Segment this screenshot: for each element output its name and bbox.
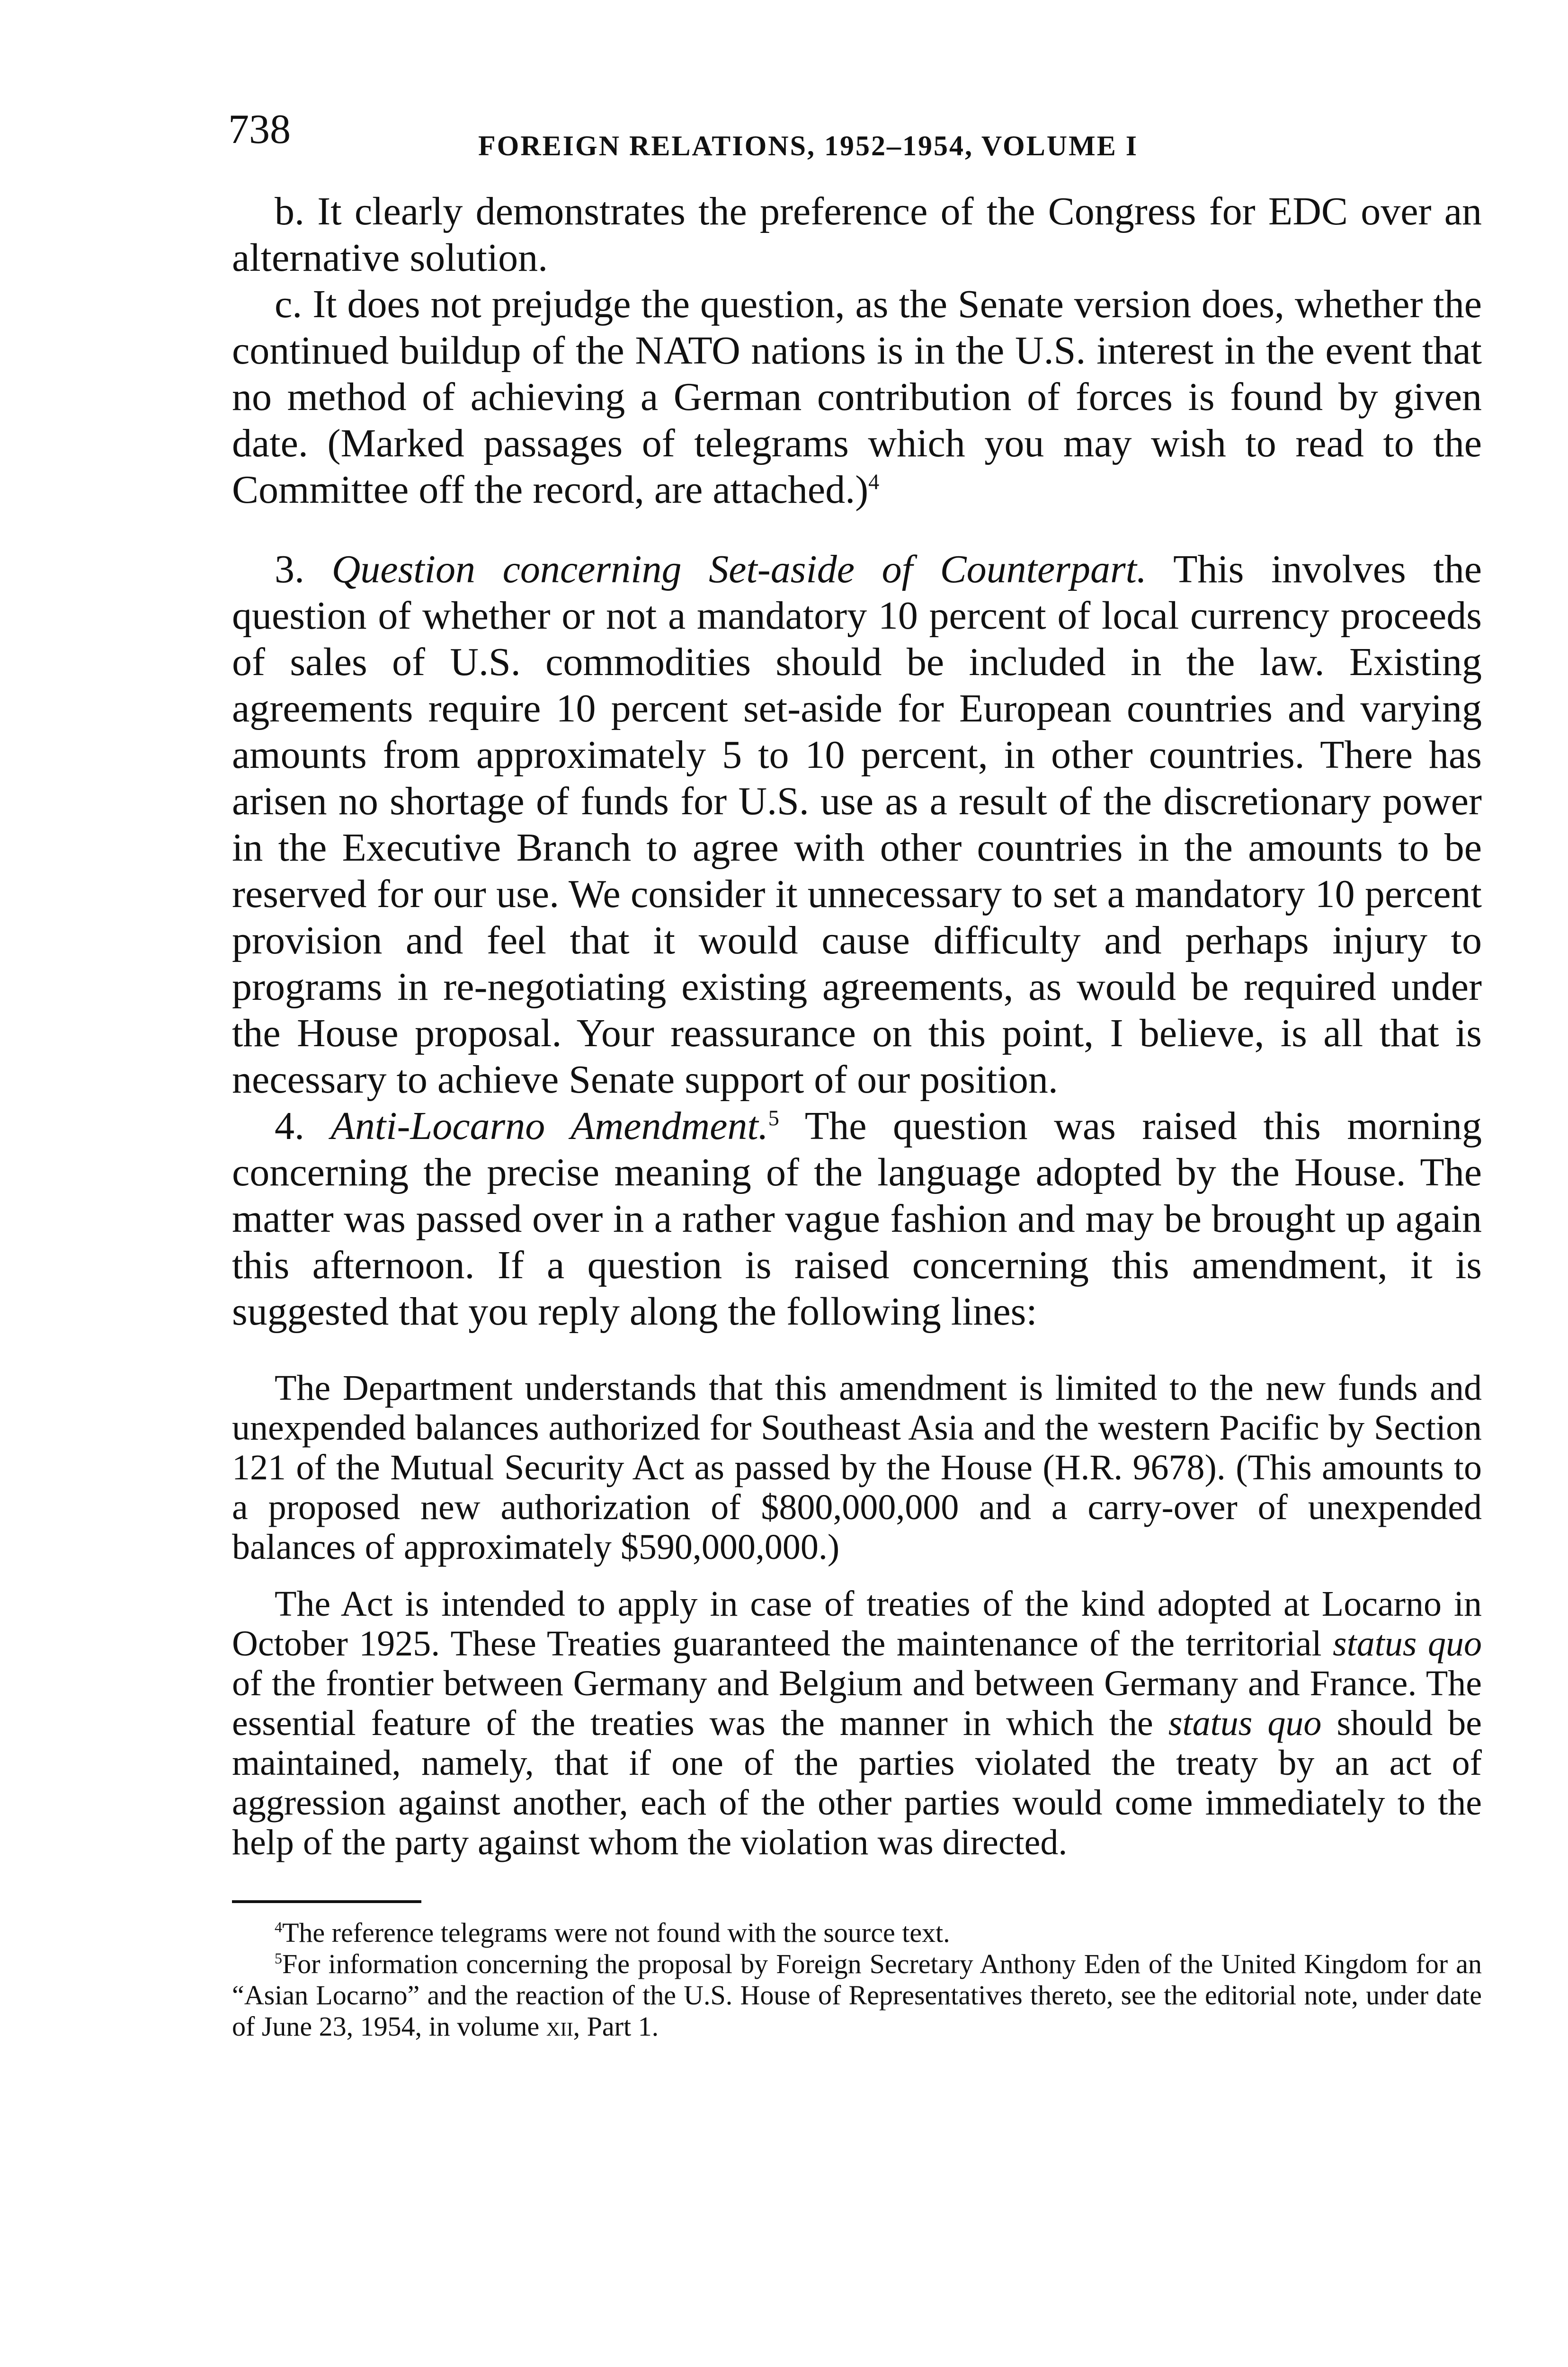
footnote-4-text: The reference telegrams were not found with the source text. <box>282 1917 950 1948</box>
footnote-5-part: , Part 1. <box>573 2011 659 2042</box>
quote-2-part-a: The Act is intended to apply in case of treaties of the kind adopted at Locarno in October 1925. These Treaties guaranteed the maintenance of the territorial <box>232 1584 1482 1664</box>
footnote-4 <box>232 1917 1482 1949</box>
footnote-5-volume: xii <box>546 2011 573 2042</box>
footnote-4-marker: 4 <box>275 1919 282 1936</box>
main-text <box>232 188 1482 1335</box>
item-3-text: This involves the question of whether or not a mandatory 10 percent of local currency proceeds of sales of U.S. commodities should be included in the law. Existing agreements require 10 percent set-aside for European countries and varying amounts from approximately 5 to 10 percent, in other countries. There has arisen no shortage of funds for U.S. use as a result of the discretionary power in the Executive Branch to agree with other countries in the amounts to be reserved for our use. We consider it unnecessary to set a mandatory 10 percent provision and feel that it would cause difficulty and perhaps injury to programs in re-negotiating existing agreements, as would be required under the House proposal. Your reassurance on this point, I believe, is all that is necessary to achieve Senate support of our position. <box>232 547 1482 1102</box>
quote-paragraph-2 <box>232 1584 1482 1862</box>
item-4-number: 4. <box>275 1104 304 1148</box>
footnotes <box>232 1917 1482 2042</box>
footnote-divider <box>232 1900 421 1903</box>
item-4-text: The question was raised this morning concerning the precise meaning of the language adopted by the House. The matter was passed over in a rather vague fashion and may be brought up again this afternoon. If a question is raised concerning this amendment, it is suggested that you reply along the following lines: <box>232 1104 1482 1334</box>
footnote-ref-5: 5 <box>768 1106 779 1130</box>
footnote-5-marker: 5 <box>275 1950 282 1967</box>
paragraph-item-3 <box>232 546 1482 1103</box>
paragraph-item-b: b. It clearly demonstrates the preference of the Congress for EDC over an alternative solution. <box>232 189 1482 280</box>
quote-2-part-c: should be maintained, namely, that if one of the parties violated the treaty by an act of aggression against another, each of the other parties would come immediately to the help of the party against whom the violation was directed. <box>232 1703 1482 1862</box>
footnote-ref-4: 4 <box>868 470 880 494</box>
document-page <box>228 107 1482 2042</box>
quote-2-status-quo-2: status quo <box>1168 1703 1322 1743</box>
item-3-number: 3. <box>275 547 304 591</box>
quote-paragraph-1: The Department understands that this amendment is limited to the new funds and unexpended balances authorized for Southeast Asia and the western Pacific by Section 121 of the Mutual Security Act as passed by the House (H.R. 9678). (This amounts to a proposed new authorization of $800,000,000 and a carry-over of unexpended balances of approximately $590,000,000.) <box>232 1368 1482 1567</box>
page-number: 738 <box>228 107 291 152</box>
footnote-5 <box>232 1949 1482 2042</box>
item-4-title: Anti-Locarno Amendment. <box>330 1104 768 1148</box>
page-header <box>228 107 1482 175</box>
quote-2-part-b: of the frontier between Germany and Belgium and between Germany and France. The essential feature of the treaties was the manner in which the <box>232 1664 1482 1743</box>
footnote-5-text: For information concerning the proposal by Foreign Secretary Anthony Eden of the United Kingdom for an “Asian Locarno” and the reaction of the U.S. House of Representatives thereto, see the editorial note, under date of June 23, 1954, in volume <box>232 1949 1482 2042</box>
quote-2-status-quo-1: status quo <box>1333 1624 1482 1664</box>
paragraph-item-4 <box>232 1103 1482 1335</box>
paragraph-item-c <box>232 281 1482 513</box>
running-head: FOREIGN RELATIONS, 1952–1954, VOLUME I <box>478 130 1139 161</box>
item-3-title: Question concerning Set-aside of Counterpart. <box>331 547 1147 591</box>
item-c-text: c. It does not prejudge the question, as the Senate version does, whether the continued buildup of the NATO nations is in the U.S. interest in the event that no method of achieving a German contribution of forces is found by given date. (Marked passages of telegrams which you may wish to read to the Committee off the record, are attached.) <box>232 282 1482 512</box>
quoted-reply <box>232 1368 1482 1862</box>
